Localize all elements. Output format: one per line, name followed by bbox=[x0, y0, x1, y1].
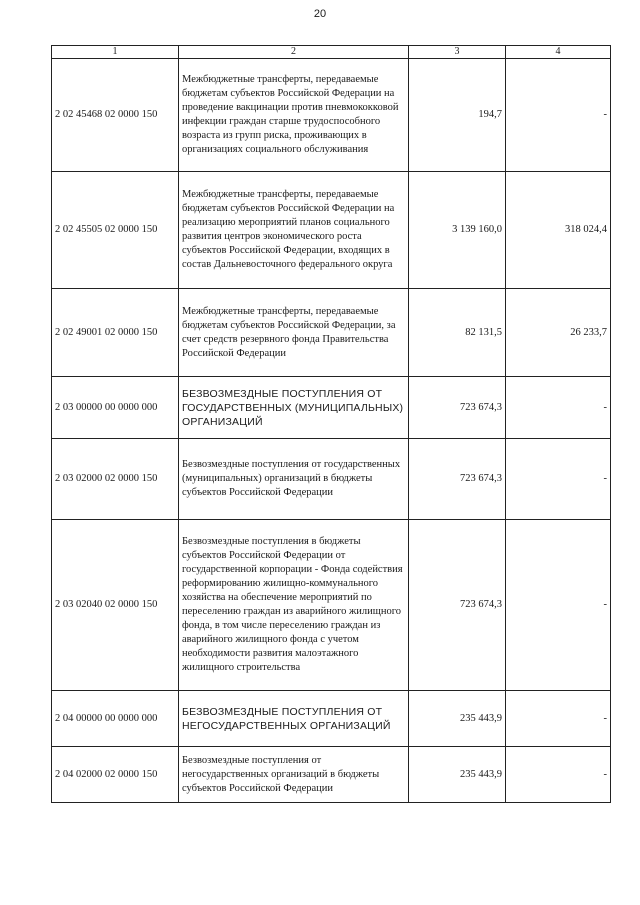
income-name: Безвозмездные поступления от государственных (муниципальных) организаций в бюджеты субъектов Российской Федерации bbox=[179, 439, 409, 520]
amount-col4: - bbox=[506, 377, 611, 439]
classification-code: 2 03 00000 00 0000 000 bbox=[52, 377, 179, 439]
income-name: Межбюджетные трансферты, передаваемые бюджетам субъектов Российской Федерации на проведение вакцинации против пневмококковой инфекции граждан старше трудоспособного возраста из групп риска, проживающих в организациях социального обслуживания bbox=[179, 59, 409, 172]
amount-col3: 194,7 bbox=[409, 59, 506, 172]
amount-col4: - bbox=[506, 520, 611, 691]
budget-table bbox=[51, 45, 611, 803]
page-number: 20 bbox=[313, 8, 327, 20]
table-row bbox=[52, 439, 611, 520]
amount-col4: - bbox=[506, 747, 611, 803]
income-name: Межбюджетные трансферты, передаваемые бюджетам субъектов Российской Федерации, за счет средств резервного фонда Правительства Российской Федерации bbox=[179, 289, 409, 377]
amount-col3: 82 131,5 bbox=[409, 289, 506, 377]
amount-col4: - bbox=[506, 691, 611, 747]
classification-code: 2 02 49001 02 0000 150 bbox=[52, 289, 179, 377]
income-name: Межбюджетные трансферты, передаваемые бюджетам субъектов Российской Федерации на реализацию мероприятий планов социального развития центров экономического роста субъектов Российской Федерации, входящих в состав Дальневосточного федерального округа bbox=[179, 172, 409, 289]
table-row bbox=[52, 377, 611, 439]
classification-code: 2 03 02000 02 0000 150 bbox=[52, 439, 179, 520]
classification-code: 2 03 02040 02 0000 150 bbox=[52, 520, 179, 691]
amount-col4: - bbox=[506, 59, 611, 172]
header-cell: 1 bbox=[52, 46, 179, 59]
header-cell: 2 bbox=[179, 46, 409, 59]
amount-col3: 3 139 160,0 bbox=[409, 172, 506, 289]
table-row bbox=[52, 59, 611, 172]
table-row bbox=[52, 172, 611, 289]
classification-code: 2 04 00000 00 0000 000 bbox=[52, 691, 179, 747]
header-cell: 4 bbox=[506, 46, 611, 59]
income-name: Безвозмездные поступления от негосударственных организаций в бюджеты субъектов Российской Федерации bbox=[179, 747, 409, 803]
header-cell: 3 bbox=[409, 46, 506, 59]
income-name: БЕЗВОЗМЕЗДНЫЕ ПОСТУПЛЕНИЯ ОТ НЕГОСУДАРСТВЕННЫХ ОРГАНИЗАЦИЙ bbox=[179, 691, 409, 747]
classification-code: 2 02 45505 02 0000 150 bbox=[52, 172, 179, 289]
amount-col4: 318 024,4 bbox=[506, 172, 611, 289]
classification-code: 2 04 02000 02 0000 150 bbox=[52, 747, 179, 803]
amount-col3: 723 674,3 bbox=[409, 439, 506, 520]
table-row bbox=[52, 520, 611, 691]
amount-col4: - bbox=[506, 439, 611, 520]
income-name: БЕЗВОЗМЕЗДНЫЕ ПОСТУПЛЕНИЯ ОТ ГОСУДАРСТВЕННЫХ (МУНИЦИПАЛЬНЫХ) ОРГАНИЗАЦИЙ bbox=[179, 377, 409, 439]
table-row bbox=[52, 747, 611, 803]
table-header-row bbox=[52, 46, 611, 59]
amount-col4: 26 233,7 bbox=[506, 289, 611, 377]
amount-col3: 235 443,9 bbox=[409, 691, 506, 747]
income-name: Безвозмездные поступления в бюджеты субъектов Российской Федерации от государственной корпорации - Фонда содействия реформированию жилищно-коммунального хозяйства на обеспечение мероприятий по переселению граждан из аварийного жилищного фонда, в том числе переселению граждан из аварийного жилищного фонда с учетом необходимости развития малоэтажного жилищного строительства bbox=[179, 520, 409, 691]
classification-code: 2 02 45468 02 0000 150 bbox=[52, 59, 179, 172]
amount-col3: 723 674,3 bbox=[409, 377, 506, 439]
table-row bbox=[52, 691, 611, 747]
amount-col3: 235 443,9 bbox=[409, 747, 506, 803]
table-row bbox=[52, 289, 611, 377]
amount-col3: 723 674,3 bbox=[409, 520, 506, 691]
